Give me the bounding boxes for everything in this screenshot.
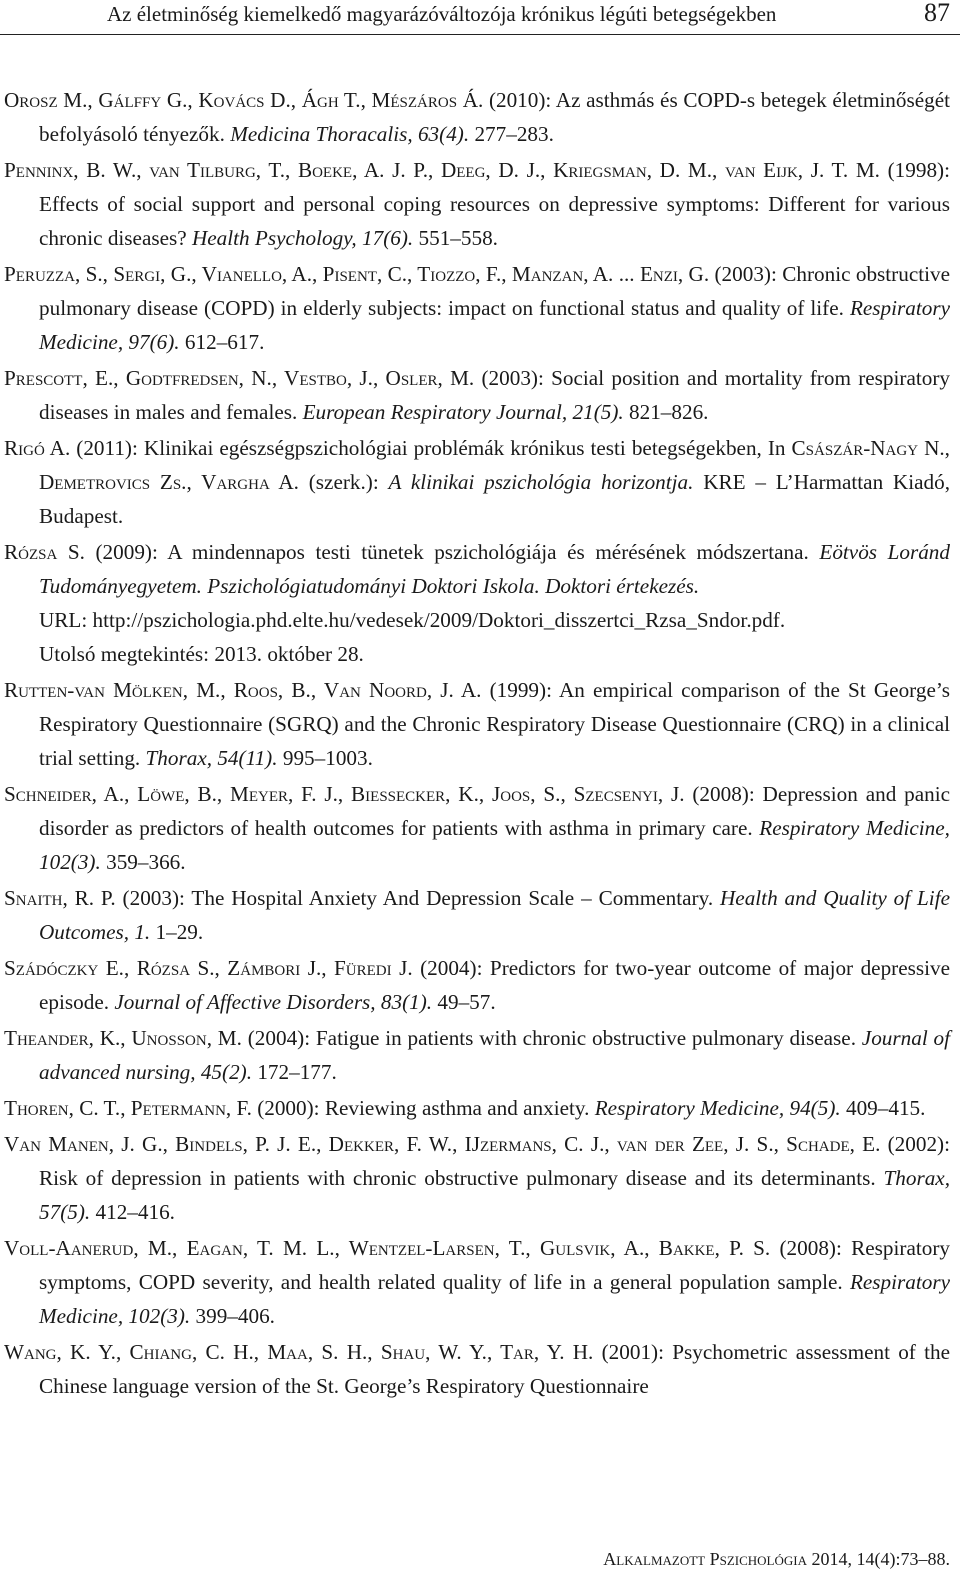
reference-authors: Theander, K., Unosson, M. <box>4 1026 242 1050</box>
reference-journal: Thorax, 57(5). <box>39 1166 950 1224</box>
reference-authors: Szádóczky E., Rózsa S., Zámbori J., Füredi J. <box>4 956 413 980</box>
reference-url: URL: http://pszichologia.phd.elte.hu/vedesek/2009/Doktori_disszertci_Rzsa_Sndor.pdf. <box>39 608 786 632</box>
reference-journal: Journal of Affective Disorders, 83(1). <box>114 990 433 1014</box>
reference-pages: 409–415. <box>840 1096 926 1120</box>
reference-authors: Snaith, R. P. <box>4 886 116 910</box>
reference-journal: Journal of advanced nursing, 45(2). <box>39 1026 950 1084</box>
reference-text: (2003): Chronic obstructive pulmonary disease (COPD) in elderly subjects: impact on functional status and quality of life. <box>39 262 950 320</box>
footer-issue: 2014, 14(4):73–88. <box>807 1549 950 1569</box>
reference-journal: Respiratory Medicine, 97(6). <box>39 296 950 354</box>
reference-pages: 172–177. <box>252 1060 337 1084</box>
reference-entry <box>0 673 950 775</box>
reference-authors: Wang, K. Y., Chiang, C. H., Maa, S. H., Shau, W. Y., Tar, Y. H. <box>4 1340 594 1364</box>
reference-editors: Császár-Nagy N., Demetrovics Zs., Vargha A. <box>39 436 950 494</box>
reference-text: (1998): Effects of social support and personal coping resources on depressive symptoms: Different for various chronic diseases? <box>39 158 951 250</box>
reference-pages: 551–558. <box>413 226 498 250</box>
reference-entry <box>0 361 950 429</box>
reference-entry <box>0 1091 950 1125</box>
reference-entry <box>0 1231 950 1333</box>
reference-authors: Prescott, E., Godtfredsen, N., Vestbo, J., Osler, M. <box>4 366 475 390</box>
reference-journal: Respiratory Medicine, 94(5). <box>594 1096 841 1120</box>
reference-authors: Voll-Aanerud, M., Eagan, T. M. L., Wentzel-Larsen, T., Gulsvik, A., Bakke, P. S. <box>4 1236 771 1260</box>
footer-journal-name: Alkalmazott Pszichológia <box>603 1549 807 1569</box>
reference-authors: Peruzza, S., Sergi, G., Vianello, A., Pisent, C., Tiozzo, F., Manzan, A. ... Enzi, G. <box>4 262 710 286</box>
reference-text: (2002): Risk of depression in patients with chronic obstructive pulmonary disease and its determinants. <box>39 1132 951 1190</box>
reference-pages: 1–29. <box>150 920 204 944</box>
reference-journal: European Respiratory Journal, 21(5). <box>302 400 624 424</box>
reference-entry <box>0 257 950 359</box>
page-number: 87 <box>924 0 950 27</box>
reference-journal: Medicina Thoracalis, 63(4). <box>230 122 470 146</box>
reference-text: (2004): Predictors for two-year outcome of major depressive episode. <box>39 956 950 1014</box>
reference-authors: Rigó A. <box>4 436 71 460</box>
reference-text: (2009): A mindennapos testi tünetek pszichológiája és mérésének módszertana. <box>84 540 820 564</box>
reference-entry <box>0 83 950 151</box>
reference-entry <box>0 777 950 879</box>
reference-entry <box>0 431 950 533</box>
reference-journal: Thorax, 54(11). <box>145 746 278 770</box>
running-header <box>0 0 960 35</box>
reference-journal: Health and Quality of Life Outcomes, 1. <box>39 886 950 944</box>
reference-publisher: KRE – L’Harmattan Kiadó, Budapest. <box>39 470 950 528</box>
reference-pages: 612–617. <box>179 330 265 354</box>
running-title: Az életminőség kiemelkedő magyarázóváltozója krónikus légúti betegségekben <box>107 2 777 26</box>
reference-text: (2008): Respiratory symptoms, COPD severity, and health related quality of life in a general population sample. <box>39 1236 950 1294</box>
reference-text: (2011): Klinikai egészségpszichológiai problémák krónikus testi betegségekben, In <box>70 436 792 460</box>
reference-pages: 821–826. <box>623 400 709 424</box>
reference-text: (1999): An empirical comparison of the St George’s Respiratory Questionnaire (SGRQ) and the Chronic Respiratory Disease Questionnaire (CRQ) in a clinical trial setting. <box>39 678 950 770</box>
reference-entry <box>0 1021 950 1089</box>
reference-journal: Health Psychology, 17(6). <box>191 226 414 250</box>
reference-pages: 412–416. <box>90 1200 175 1224</box>
reference-text: (2000): Reviewing asthma and anxiety. <box>251 1096 595 1120</box>
reference-authors: Thoren, C. T., Petermann, F. <box>4 1096 252 1120</box>
reference-text: (2001): Psychometric assessment of the Chinese language version of the St. George’s Respiratory Questionnaire <box>39 1340 950 1398</box>
reference-text: (szerk.): <box>298 470 389 494</box>
reference-pages: 359–366. <box>100 850 186 874</box>
reference-entry <box>0 1127 950 1229</box>
reference-pages: 277–283. <box>469 122 554 146</box>
reference-authors: Orosz M., Gálffy G., Kovács D., Ágh T., Mészáros Á. <box>4 88 484 112</box>
reference-text: (2003): Social position and mortality from respiratory diseases in males and females. <box>39 366 950 424</box>
reference-pages: 399–406. <box>190 1304 275 1328</box>
reference-authors: Schneider, A., Löwe, B., Meyer, F. J., Biessecker, K., Joos, S., Szecsenyi, J. <box>4 782 685 806</box>
reference-text: (2003): The Hospital Anxiety And Depression Scale – Commentary. <box>115 886 720 910</box>
reference-journal: A klinikai pszichológia horizontja. <box>388 470 694 494</box>
page-footer <box>603 1549 950 1570</box>
reference-entry <box>0 951 950 1019</box>
reference-access-date: Utolsó megtekintés: 2013. október 28. <box>39 642 364 666</box>
reference-entry <box>0 881 950 949</box>
reference-authors: Rózsa S. <box>4 540 85 564</box>
reference-journal: Eötvös Loránd Tudományegyetem. Pszichológiatudományi Doktori Iskola. Doktori értekezés. <box>39 540 950 598</box>
reference-entry <box>0 153 950 255</box>
reference-text: (2004): Fatigue in patients with chronic obstructive pulmonary disease. <box>241 1026 862 1050</box>
reference-authors: Van Manen, J. G., Bindels, P. J. E., Dekker, F. W., IJzermans, C. J., van der Zee, J. S., Schade, E. <box>4 1132 881 1156</box>
reference-journal: Respiratory Medicine, 102(3). <box>39 1270 950 1328</box>
reference-text: (2008): Depression and panic disorder as predictors of health outcomes for patients with asthma in primary care. <box>39 782 950 840</box>
reference-list <box>0 83 960 1405</box>
reference-entry <box>0 535 950 671</box>
reference-authors: Penninx, B. W., van Tilburg, T., Boeke, A. J. P., Deeg, D. J., Kriegsman, D. M., van Eijk, J. T. M. <box>4 158 880 182</box>
reference-authors: Rutten-van Mölken, M., Roos, B., Van Noord, J. A. <box>4 678 482 702</box>
reference-pages: 995–1003. <box>277 746 373 770</box>
reference-entry <box>0 1335 950 1403</box>
reference-pages: 49–57. <box>432 990 496 1014</box>
reference-journal: Respiratory Medicine, 102(3). <box>39 816 950 874</box>
reference-text: (2010): Az asthmás és COPD-s betegek életminőségét befolyásoló tényezők. <box>39 88 950 146</box>
